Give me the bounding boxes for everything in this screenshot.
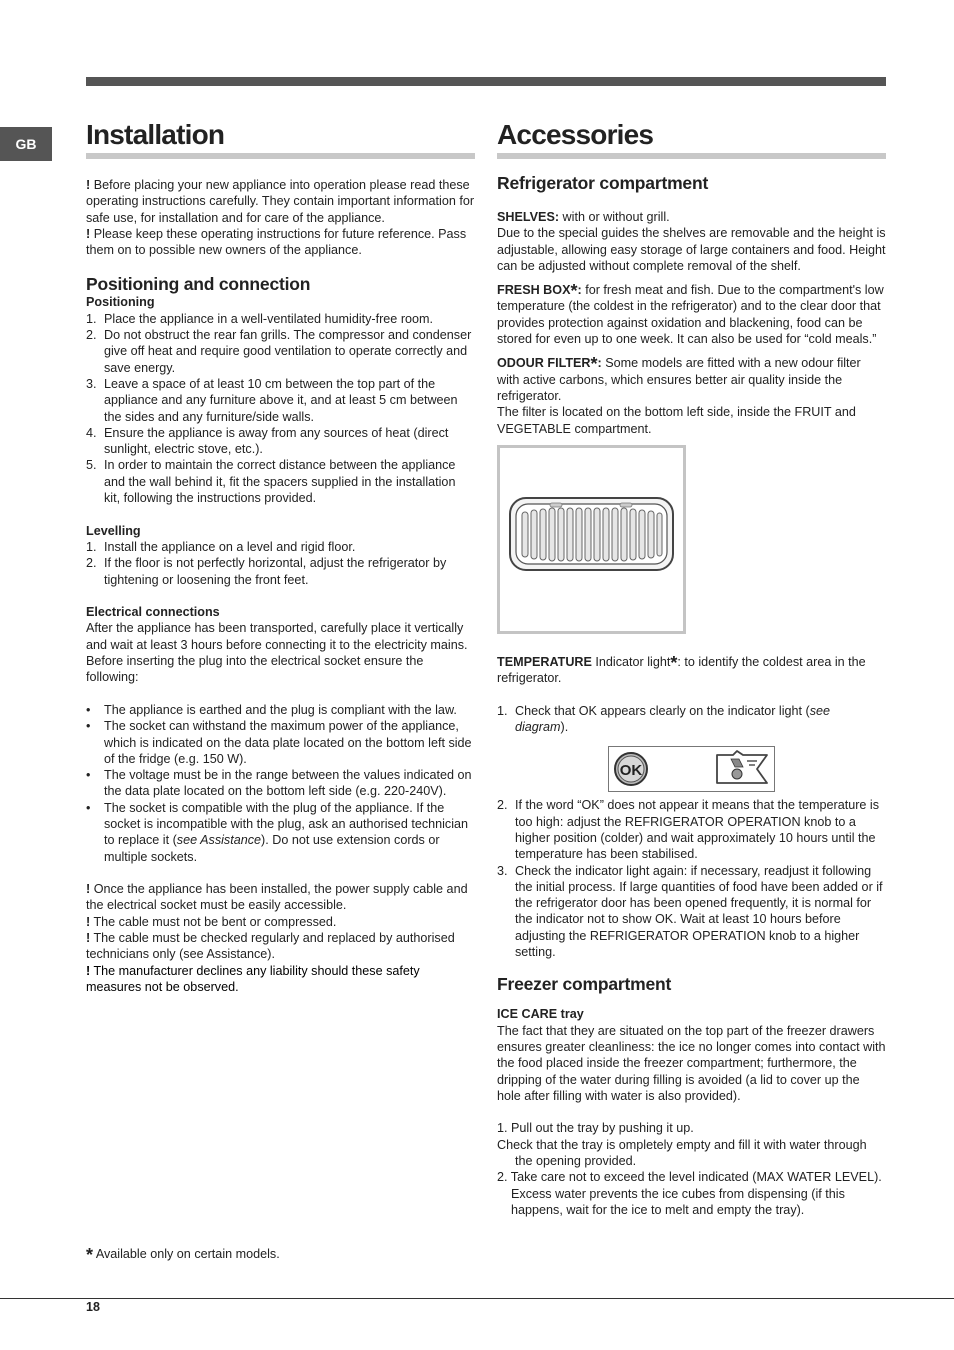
- list-item: 2. If the word “OK” does not appear it means that the temperature is too high: adjust the REFRIGERATOR OPERATION knob to a higher position (colder) and wait approximately 10 hours until the temperature has been stabilised.: [497, 798, 880, 862]
- intro-paragraph-2: ! Please keep these operating instructions for future reference. Pass them on to possible new owners of the appliance.: [86, 226, 467, 258]
- ok-label: OK: [619, 762, 643, 780]
- list-item: 3. Leave a space of at least 10 cm between the top part of the appliance and any furniture above it, and at least 5 cm between the sides and any furniture/side walls.: [86, 376, 458, 424]
- temperature-indicator-figure: [608, 746, 775, 792]
- levelling-heading: Levelling: [86, 523, 141, 538]
- top-rule: [86, 77, 886, 86]
- positioning-list: [86, 311, 475, 507]
- warning-4: ! The manufacturer declines any liability should these safety measures not be observed.: [86, 963, 420, 994]
- installation-column: [86, 118, 475, 995]
- odour-filter-paragraph: ODOUR FILTER*: Some models are fitted with a new odour filter with active carbons, which ensures better air quality inside the refrigerator.: [497, 354, 861, 403]
- positioning-heading: Positioning: [86, 295, 155, 310]
- ice-care-step-2: 2. Take care not to exceed the level indicated (MAX WATER LEVEL). Excess water prevents the ice cubes from dispensing (if this happens, wait for the ice to melt and empty the tray).: [497, 1170, 882, 1217]
- freezer-compartment-title: Freezer compartment: [497, 974, 672, 995]
- temperature-paragraph: TEMPERATURE Indicator light*: to identify the coldest area in the refrigerator.: [497, 652, 866, 686]
- list-item: 3. Check the indicator light again: if necessary, readjust it following the initial process. If large quantities of food have been added or if the refrigerator door has been opened frequently, it is normal for the indicator not to show OK. Wait at least 10 hours before adjusting the REFRIGERATOR OPERATION knob to a higher setting.: [497, 863, 883, 960]
- intro-paragraph-1: ! Before placing your new appliance into operation please read these operating instructions carefully. They contain important information for safe use, for installation and for care of the appliance.: [86, 178, 475, 225]
- ice-care-step-1b: Check that the tray is ompletely empty and fill it with water through the opening provided.: [497, 1137, 867, 1168]
- list-item: • The socket can withstand the maximum power of the appliance, which is indicated on the data plate located on the bottom left side of the fridge (e.g. 150 W).: [86, 719, 472, 766]
- positioning-connection-title: Positioning and connection: [86, 274, 311, 295]
- temperature-indicator-icon: [609, 747, 774, 791]
- list-item: • The voltage must be in the range between the values indicated on the data plate located on the bottom left side (e.g. 220-240V).: [86, 768, 472, 799]
- ice-care-heading: ICE CARE tray: [497, 1007, 584, 1022]
- temperature-list-a: [497, 703, 886, 736]
- freshbox-paragraph: FRESH BOX*: for fresh meat and fish. Due to the compartment's low temperature (the coldest in the refrigerator) and to the clear door that provides protection against oxidation and blackening, food can be stored for even up to one week. It can also be used for “cold meals.”: [497, 281, 884, 347]
- electrical-heading: Electrical connections: [86, 605, 220, 620]
- list-item: • The appliance is earthed and the plug is compliant with the law.: [86, 702, 457, 717]
- odour-filter-location: The filter is located on the bottom left side, inside the FRUIT and VEGETABLE compartment.: [497, 405, 856, 436]
- footer-rule: [0, 1298, 954, 1299]
- shelves-paragraph: SHELVES: with or without grill.: [497, 210, 670, 224]
- installation-title: Installation: [86, 118, 475, 159]
- list-item: 2. Do not obstruct the rear fan grills. The compressor and condenser give off heat and require good ventilation to operate correctly and save energy.: [86, 328, 472, 375]
- ice-care-step-1: 1. Pull out the tray by pushing it up.: [497, 1121, 694, 1136]
- list-item: 2. If the floor is not perfectly horizontal, adjust the refrigerator by tightening or loosening the front feet.: [86, 556, 447, 587]
- odour-filter-figure: [497, 445, 686, 634]
- page-number: 18: [86, 1300, 100, 1314]
- accessories-column: [497, 118, 886, 1218]
- list-item: • The socket is compatible with the plug of the appliance. If the socket is incompatible with the plug, ask an authorised technician to replace it (see Assistance). Do not use extension cords or multiple sockets.: [86, 800, 469, 864]
- warning-3: ! The cable must be checked regularly and replaced by authorised technicians only (see Assistance).: [86, 931, 455, 962]
- footnote: * Available only on certain models.: [86, 1245, 280, 1265]
- list-item: 1. Check that OK appears clearly on the indicator light (see diagram).: [497, 703, 831, 735]
- shelves-description: Due to the special guides the shelves are removable and the height is adjustable, allowing easy storage of large containers and food. Height can be adjusted without complete removal of the shelf.: [497, 226, 886, 273]
- language-badge: GB: [0, 127, 52, 161]
- temperature-list-b: [497, 797, 886, 960]
- electrical-bullets: [86, 702, 475, 865]
- refrigerator-compartment-title: Refrigerator compartment: [497, 173, 709, 193]
- odour-filter-icon: [500, 448, 683, 631]
- list-item: 1. Place the appliance in a well-ventilated humidity-free room.: [86, 311, 434, 326]
- warning-1: ! Once the appliance has been installed, the power supply cable and the electrical socket must be easily accessible.: [86, 882, 468, 913]
- accessories-title: Accessories: [497, 118, 886, 159]
- ice-care-description: The fact that they are situated on the top part of the freezer drawers ensures greater cleanliness: the ice no longer comes into contact with the food placed inside the freezer compartment; furthermore, the dripping of the water during filling is avoided (a lid to cover up the hole after filling with water is also provided).: [497, 1023, 886, 1103]
- electrical-intro: After the appliance has been transported, carefully place it vertically and wait at least 3 hours before connecting it to the electricity mains. Before inserting the plug into the electrical socket ensure the following:: [86, 621, 468, 685]
- warning-2: ! The cable must not be bent or compressed.: [86, 914, 337, 929]
- levelling-list: [86, 539, 475, 588]
- list-item: 4. Ensure the appliance is away from any sources of heat (direct sunlight, electric stove, etc.).: [86, 425, 449, 457]
- list-item: 5. In order to maintain the correct distance between the appliance and the wall behind it, fit the spacers supplied in the installation kit, following the instructions provided.: [86, 458, 456, 506]
- list-item: 1. Install the appliance on a level and rigid floor.: [86, 539, 356, 554]
